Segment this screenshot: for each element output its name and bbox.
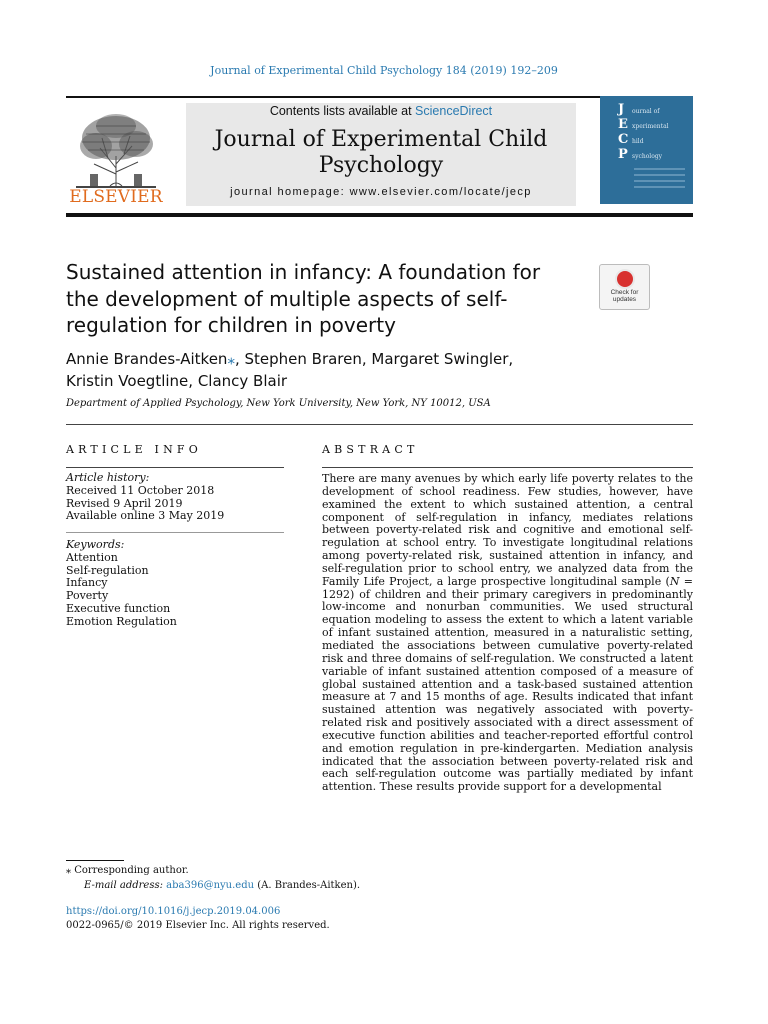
abstract-heading: ABSTRACT	[322, 443, 419, 456]
cover-letter: P	[618, 147, 628, 162]
journal-citation[interactable]: Journal of Experimental Child Psychology 184 (2019) 192–209	[210, 64, 558, 77]
history-item: Available online 3 May 2019	[66, 509, 225, 523]
cover-stripe	[634, 168, 685, 170]
header-top-rule	[66, 96, 693, 98]
article-title: Sustained attention in infancy: A foundation for the development of multiple aspects of self-regulation for children in poverty	[66, 260, 541, 337]
cover-letters	[618, 102, 632, 162]
cover-words	[632, 104, 669, 164]
badge-line: Check for	[610, 289, 639, 296]
sample-size-symbol: N	[669, 574, 680, 588]
abstract-text	[322, 473, 693, 794]
keyword: Poverty	[66, 589, 109, 603]
contents-prefix: Contents lists available at	[269, 104, 416, 118]
corresponding-label: Corresponding author.	[74, 865, 189, 876]
cover-letter: J	[618, 102, 625, 117]
keywords-label: Keywords:	[66, 538, 125, 551]
abstract-part: = 1292) of children and their primary caregivers in predominantly low-income and nonurban communities. We used structural equation modeling to assess the extent to which a latent variable of infant sustained attention, measured in a naturalistic setting, mediated the associations between cumulative poverty-related risk and three domains of self-regulation. We constructed a latent variable of infant sustained attention composed of a measure of global sustained attention and a task-based sustained attention measure at 7 and 15 months of age. Results indicated that infant sustained attention was negatively associated with poverty-related risk and positively associated with a direct assessment of executive function abilities and teacher-reported effortful control and emotion regulation in pre-kindergarten. Mediation analysis indicated that the association between poverty-related risk and each self-regulation outcome was partially mediated by infant attention. These results provide support for a developmental	[322, 574, 693, 794]
journal-cover-thumbnail[interactable]	[600, 96, 693, 204]
footnote	[66, 863, 360, 893]
contents-line	[186, 104, 576, 118]
author-line	[66, 348, 626, 370]
footnote-corresponding	[66, 863, 360, 878]
badge-line: updates	[612, 296, 637, 303]
section-rule	[66, 424, 693, 425]
keywords-rule	[66, 532, 284, 533]
history-label: Article history:	[66, 471, 150, 484]
sciencedirect-link[interactable]: ScienceDirect	[415, 104, 493, 118]
cover-letter: E	[618, 117, 628, 132]
keywords-list	[66, 539, 177, 629]
cover-stripe	[634, 174, 685, 176]
corresponding-author-marker[interactable]: ⁎	[227, 350, 235, 368]
journal-homepage	[186, 186, 576, 198]
copyright: 0022-0965/© 2019 Elsevier Inc. All rights reserved.	[66, 919, 330, 931]
email-label: E-mail address:	[84, 880, 163, 891]
homepage-link[interactable]: www.elsevier.com/locate/jecp	[349, 186, 532, 198]
doi-link[interactable]: https://doi.org/10.1016/j.jecp.2019.04.006	[66, 906, 281, 917]
article-history	[66, 472, 224, 523]
elsevier-wordmark: ELSEVIER	[69, 187, 163, 207]
footnote-star: ⁎	[66, 865, 71, 876]
cover-stripe	[634, 186, 685, 188]
update-badge-icon	[615, 269, 635, 289]
cover-stripe	[634, 180, 685, 182]
keyword: Self-regulation	[66, 563, 149, 577]
journal-title: Journal of Experimental Child Psychology	[214, 127, 548, 178]
author-names: , Stephen Braren, Margaret Swingler,	[234, 350, 514, 368]
cover-word: xperimental	[632, 123, 669, 130]
abstract-rule	[322, 467, 693, 468]
abstract-part: There are many avenues by which early life poverty relates to the development of school readiness. Few studies, however, have examined the extent to which sustained attention, a central component of self-regulation in infancy, mediates relations between poverty-related risk and cognitive and emotional self-regulation at school entry. To investigate longitudinal relations among poverty-related risk, sustained attention in infancy, and self-regulation prior to school entry, we analyzed data from the Family Life Project, a large prospective longitudinal sample (	[322, 472, 693, 588]
check-for-updates-badge[interactable]	[599, 264, 650, 310]
homepage-prefix: journal homepage:	[230, 186, 350, 198]
badge-label	[600, 289, 649, 303]
author-line: Kristin Voegtline, Clancy Blair	[66, 372, 288, 390]
keyword: Emotion Regulation	[66, 614, 177, 628]
affiliation: Department of Applied Psychology, New York University, New York, NY 10012, USA	[66, 398, 491, 409]
cover-letter: C	[618, 132, 629, 147]
doi-block	[66, 905, 330, 932]
author-name: Annie Brandes-Aitken	[66, 350, 228, 368]
history-item: Revised 9 April 2019	[66, 496, 183, 510]
article-info-rule	[66, 467, 284, 468]
author-list	[66, 348, 626, 392]
footnote-rule	[66, 860, 124, 861]
cover-word: sychology	[632, 153, 663, 160]
cover-word: hild	[632, 138, 644, 145]
footnote-email	[66, 878, 360, 893]
cover-word: ournal of	[632, 108, 660, 115]
email-link[interactable]: aba396@nyu.edu	[166, 880, 255, 891]
article-info-heading: ARTICLE INFO	[66, 443, 202, 456]
history-item: Received 11 October 2018	[66, 483, 215, 497]
keyword: Executive function	[66, 601, 171, 615]
email-suffix: (A. Brandes-Aitken).	[257, 880, 361, 891]
header-bottom-rule	[66, 213, 693, 217]
keyword: Attention	[66, 550, 118, 564]
keyword: Infancy	[66, 576, 108, 590]
